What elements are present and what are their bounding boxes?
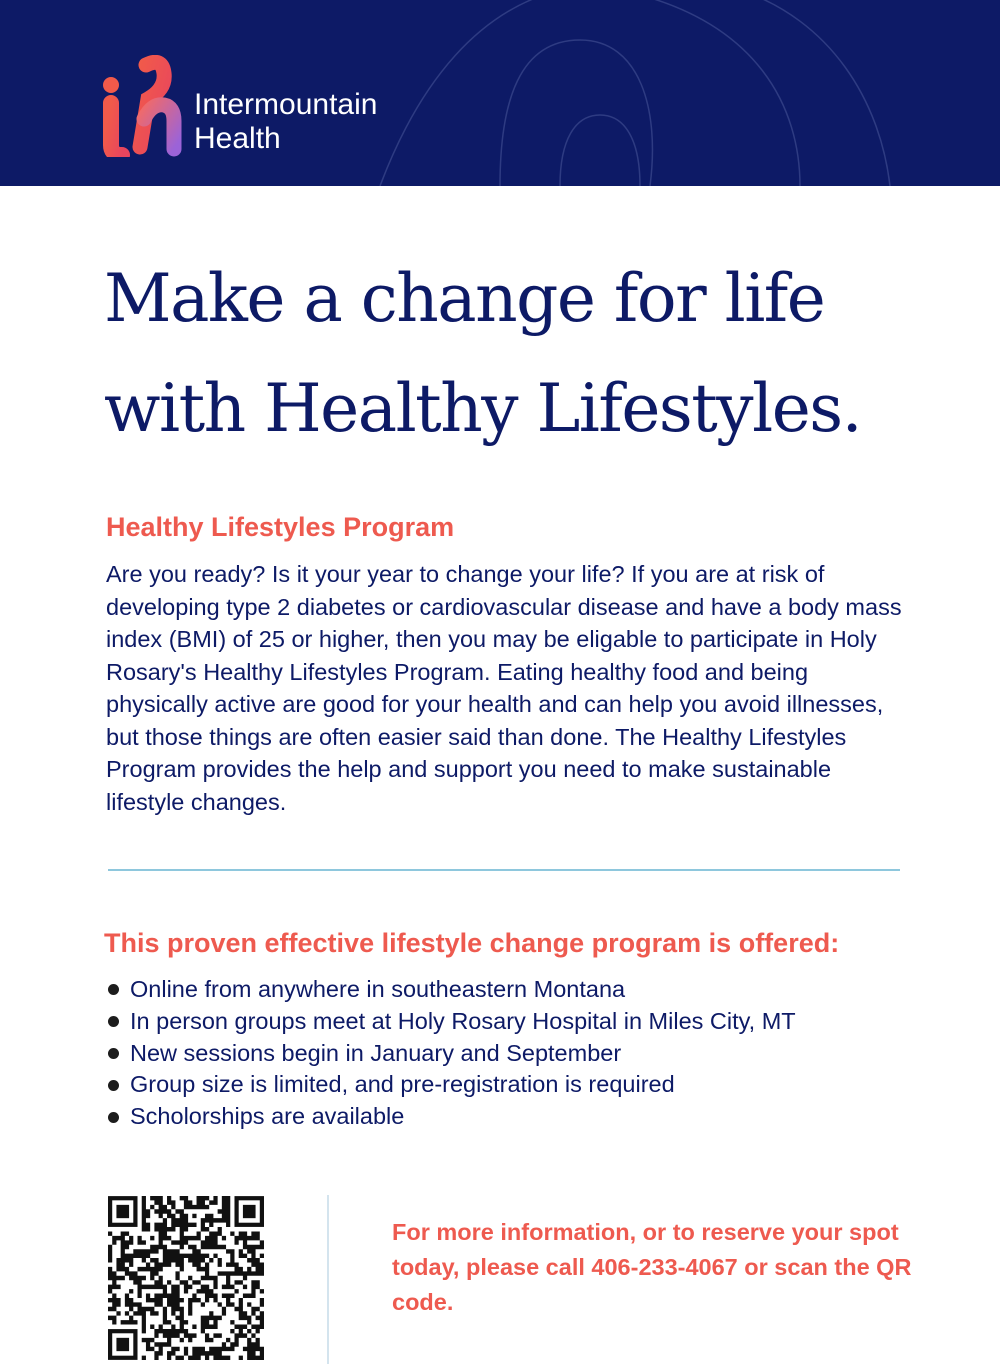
headline-line1: Make a change for life (104, 260, 825, 337)
qr-code[interactable] (108, 1196, 264, 1360)
bullet-icon (108, 984, 119, 995)
list-item-text: Group size is limited, and pre-registration is required (130, 1071, 675, 1098)
bullet-icon (108, 1080, 119, 1091)
program-title: Healthy Lifestyles Program (106, 512, 455, 542)
offered-list (108, 974, 796, 1133)
list-item-text: New sessions begin in January and September (130, 1039, 622, 1066)
headline (104, 244, 964, 464)
list-item-text: Online from anywhere in southeastern Montana (130, 976, 626, 1002)
intermountain-logo-icon (100, 55, 182, 157)
list-item-text: In person groups meet at Holy Rosary Hospital in Miles City, MT (130, 1007, 796, 1034)
headline-line2: with Healthy Lifestyles. (104, 370, 862, 447)
offered-title: This proven effective lifestyle change program is offered: (104, 928, 840, 958)
bullet-icon (108, 1048, 119, 1059)
list-item (108, 1101, 796, 1133)
list-item (108, 974, 796, 1006)
vertical-divider (327, 1195, 329, 1364)
brand-name-line1: Intermountain (194, 88, 378, 121)
list-item (108, 1069, 796, 1101)
bullet-icon (108, 1112, 119, 1123)
section-divider (108, 869, 900, 871)
header-banner (0, 0, 1000, 186)
program-description: Are you ready? Is it your year to change your life? If you are at risk of developing type 2 diabetes or cardiovascular disease and have a body mass index (BMI) of 25 or higher, then you may be eligable to participate in Holy Rosary's Healthy Lifestyles Program. Eating healthy food and being physically active are good for your health and can help you avoid illnesses, but those things are often easier said than done. The Healthy Lifestyles Program provides the help and support you need to make sustainable lifestyle changes. (106, 561, 902, 815)
bullet-icon (108, 1016, 119, 1027)
contact-info: For more information, or to reserve your spot today, please call 406-233-4067 or scan the QR code. (392, 1219, 912, 1315)
list-item (108, 1038, 796, 1070)
brand-name-line2: Health (194, 122, 281, 155)
list-item (108, 1006, 796, 1038)
list-item-text: Scholorships are available (130, 1103, 405, 1130)
brand-wordmark (194, 88, 377, 156)
